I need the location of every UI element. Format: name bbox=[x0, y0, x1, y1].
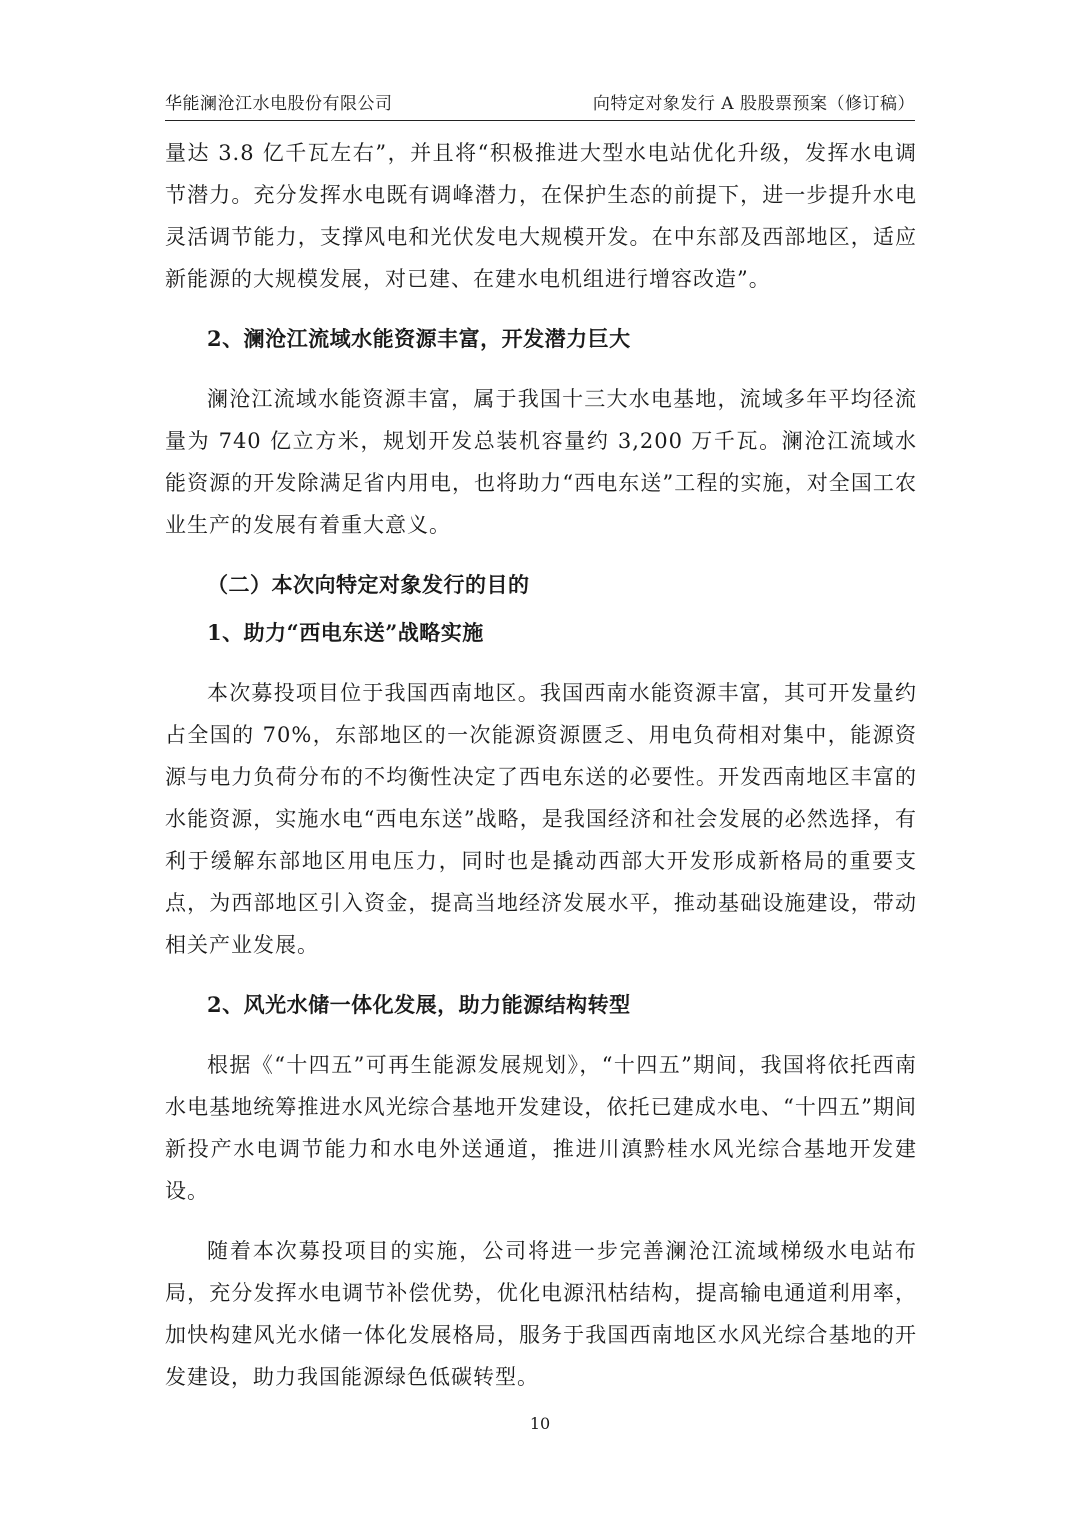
paragraph-implementation: 随着本次募投项目的实施，公司将进一步完善澜沧江流域梯级水电站布局，充分发挥水电调节补偿优势，优化电源汛枯结构，提高输电通道利用率，加快构建风光水储一体化发展格局，服务于我国西南地区水风光综合基地的开发建设，助力我国能源绿色低碳转型。 bbox=[165, 1239, 917, 1389]
page-header bbox=[165, 86, 915, 121]
heading-integration: 2、风光水储一体化发展，助力能源结构转型 bbox=[207, 992, 631, 1017]
paragraph-west-east: 本次募投项目位于我国西南地区。我国西南水能资源丰富，其可开发量约占全国的 70%，东部地区的一次能源资源匮乏、用电负荷相对集中，能源资源与电力负荷分布的不均衡性决定了西电东送的必要性。开发西南地区丰富的水能资源，实施水电“西电东送”战略，是我国经济和社会发展的必然选择，有利于缓解东部地区用电压力，同时也是撬动西部大开发形成新格局的重要支点，为西部地区引入资金，提高当地经济发展水平，推动基础设施建设，带动相关产业发展。 bbox=[165, 681, 917, 957]
heading-lancang-resources: 2、澜沧江流域水能资源丰富，开发潜力巨大 bbox=[207, 326, 631, 351]
paragraph-continued: 量达 3.8 亿千瓦左右”，并且将“积极推进大型水电站优化升级，发挥水电调节潜力。充分发挥水电既有调峰潜力，在保护生态的前提下，进一步提升水电灵活调节能力，支撑风电和光伏发电大规模开发。在中东部及西部地区，适应新能源的大规模发展，对已建、在建水电机组进行增容改造”。 bbox=[165, 141, 917, 291]
heading-west-east: 1、助力“西电东送”战略实施 bbox=[207, 620, 484, 645]
page-content bbox=[165, 132, 917, 1416]
paragraph-plan: 根据《“十四五”可再生能源发展规划》，“十四五”期间，我国将依托西南水电基地统筹推进水风光综合基地开发建设，依托已建成水电、“十四五”期间新投产水电调节能力和水电外送通道，推进川滇黔桂水风光综合基地开发建设。 bbox=[165, 1053, 917, 1203]
header-doc-title: 向特定对象发行 A 股股票预案（修订稿） bbox=[592, 94, 915, 114]
section-heading-purpose: （二）本次向特定对象发行的目的 bbox=[207, 572, 530, 597]
header-company: 华能澜沧江水电股份有限公司 bbox=[165, 94, 393, 114]
page-number: 10 bbox=[529, 1414, 551, 1433]
paragraph-lancang-resources: 澜沧江流域水能资源丰富，属于我国十三大水电基地，流域多年平均径流量为 740 亿立方米，规划开发总装机容量约 3,200 万千瓦。澜沧江流域水能资源的开发除满足省内用电，也将助力“西电东送”工程的实施，对全国工农业生产的发展有着重大意义。 bbox=[165, 387, 917, 537]
